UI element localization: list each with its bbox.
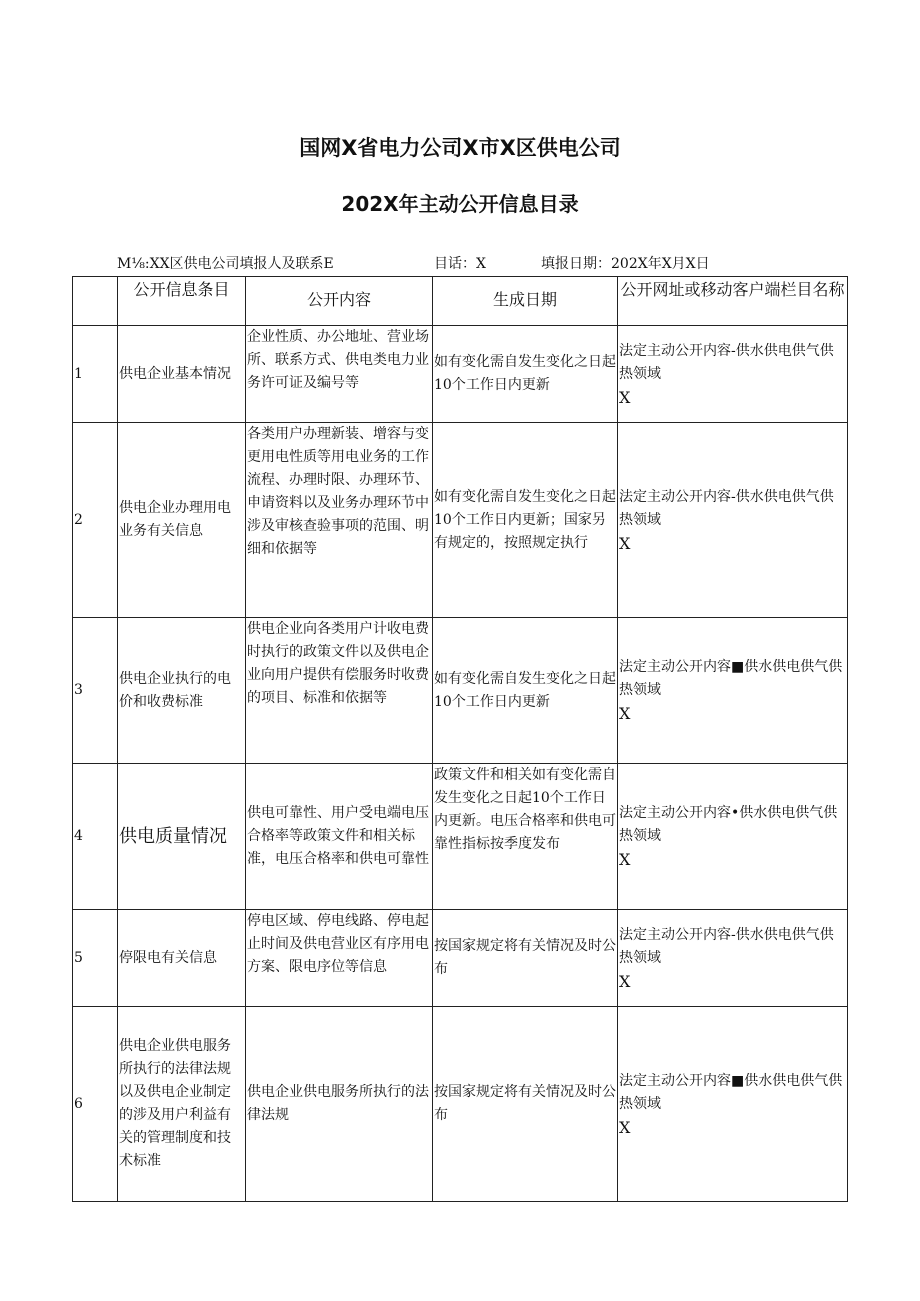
table-row <box>73 910 848 1007</box>
row-date: 按国家规定将有关情况及时公布 <box>433 1007 618 1202</box>
row-url-x: X <box>619 387 631 407</box>
table-row <box>73 1007 848 1202</box>
row-index: 2 <box>73 423 118 618</box>
document-subtitle: 202X年主动公开信息目录 <box>341 192 579 216</box>
row-index: 4 <box>73 764 118 910</box>
row-url <box>618 764 848 910</box>
column-header-url: 公开网址或移动客户端栏目名称 <box>618 277 848 326</box>
filing-unit: M⅛:XX区供电公司填报人及联系E <box>117 256 334 272</box>
row-date: 如有变化需自发生变化之日起10个工作日内更新 <box>433 618 618 764</box>
row-url-text: 法定主动公开内容-供水供电供气供热领域 <box>619 342 834 382</box>
table-header-row <box>73 277 848 326</box>
row-url-text: 法定主动公开内容•供水供电供气供热领域 <box>619 805 838 844</box>
column-header-content: 公开内容 <box>246 277 433 326</box>
row-url-text: 法定主动公开内容-供水供电供气供热领域 <box>619 488 834 528</box>
column-header-date: 生成日期 <box>433 277 618 326</box>
row-index: 5 <box>73 910 118 1007</box>
row-item: 停限电有关信息 <box>118 910 246 1007</box>
row-content: 供电可靠性、用户受电端电压合格率等政策文件和相关标准，电压合格率和供电可靠性 <box>246 764 433 910</box>
column-header-index <box>73 277 118 326</box>
table-row <box>73 618 848 764</box>
row-content: 停电区域、停电线路、停电起止时间及供电营业区有序用电方案、限电序位等信息 <box>246 910 433 1007</box>
row-content: 供电企业供电服务所执行的法律法规 <box>246 1007 433 1202</box>
row-index: 3 <box>73 618 118 764</box>
row-date: 如有变化需自发生变化之日起10个工作日内更新；国家另有规定的，按照规定执行 <box>433 423 618 618</box>
row-url-text: 法定主动公开内容■供水供电供气供热领域 <box>619 659 843 698</box>
row-content: 供电企业向各类用户计收电费时执行的政策文件以及供电企业向用户提供有偿服务时收费的项目、标准和依据等 <box>246 618 433 764</box>
disclosure-table <box>72 276 848 1202</box>
row-url <box>618 910 848 1007</box>
row-url <box>618 1007 848 1202</box>
row-url <box>618 618 848 764</box>
row-date: 按国家规定将有关情况及时公布 <box>433 910 618 1007</box>
row-content: 企业性质、办公地址、营业场所、联系方式、供电类电力业务许可证及编号等 <box>246 326 433 423</box>
row-item: 供电企业办理用电业务有关信息 <box>118 423 246 618</box>
row-url-x: X <box>619 533 631 553</box>
row-index: 1 <box>73 326 118 423</box>
contact-phone: 目话：X <box>434 256 486 272</box>
row-date: 如有变化需自发生变化之日起10个工作日内更新 <box>433 326 618 423</box>
row-url-text: 法定主动公开内容■供水供电供气供热领域 <box>619 1072 843 1112</box>
document-title: 国网X省电力公司X市X区供电公司 <box>299 136 621 160</box>
row-url-x: X <box>619 1117 631 1137</box>
row-item: 供电质量情况 <box>118 764 246 910</box>
row-item: 供电企业基本情况 <box>118 326 246 423</box>
row-url-x: X <box>619 704 631 723</box>
filing-date: 填报日期：202X年X月X日 <box>541 256 710 272</box>
table-row <box>73 423 848 618</box>
row-url-text: 法定主动公开内容-供水供电供气供热领域 <box>619 926 834 966</box>
row-item: 供电企业执行的电价和收费标准 <box>118 618 246 764</box>
row-item: 供电企业供电服务所执行的法律法规以及供电企业制定的涉及用户利益有关的管理制度和技术标准 <box>118 1007 246 1202</box>
row-url <box>618 423 848 618</box>
table-row <box>73 326 848 423</box>
row-url <box>618 326 848 423</box>
column-header-item: 公开信息条目 <box>118 277 246 326</box>
row-content: 各类用户办理新装、增容与变更用电性质等用电业务的工作流程、办理时限、办理环节、申请资料以及业务办理环节中涉及审核查验事项的范围、明细和依据等 <box>246 423 433 618</box>
table-row <box>73 764 848 910</box>
row-date: 政策文件和相关如有变化需自发生变化之日起10个工作日内更新。电压合格率和供电可靠性指标按季度发布 <box>433 764 618 910</box>
row-index: 6 <box>73 1007 118 1202</box>
row-url-x: X <box>619 850 631 869</box>
row-url-x: X <box>619 971 631 991</box>
